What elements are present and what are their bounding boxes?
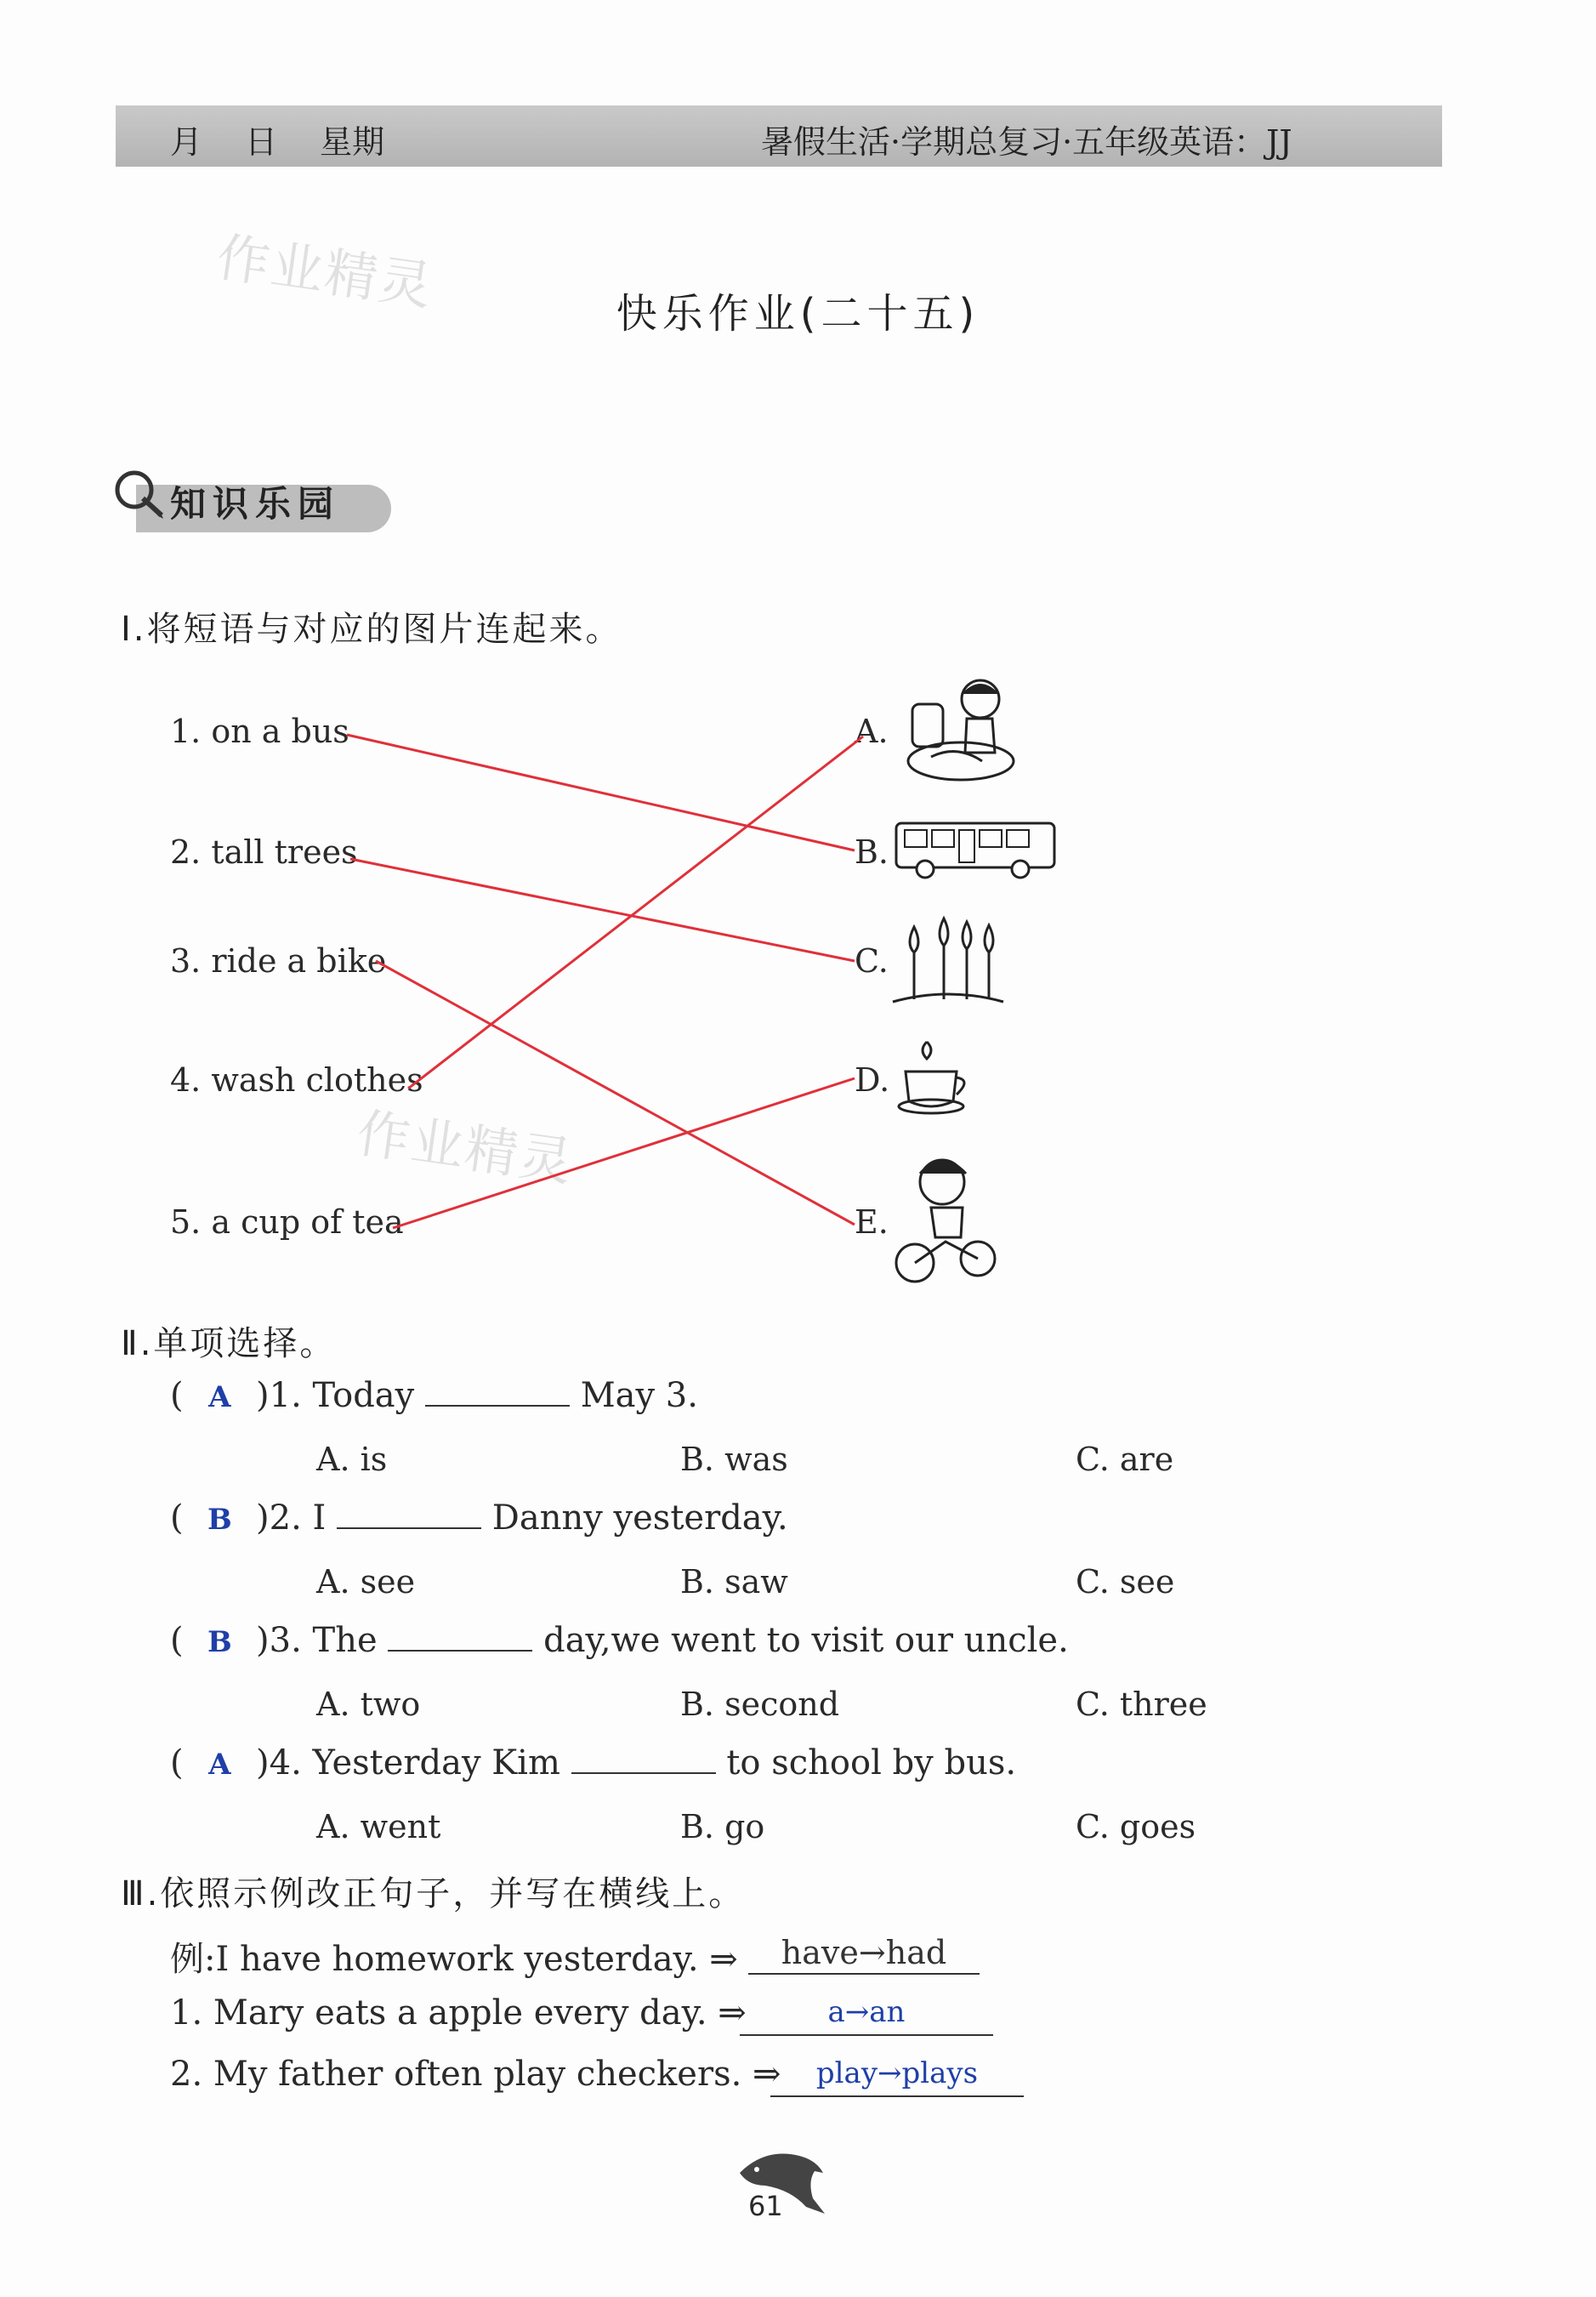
watermark-middle: 作业精灵 [353,1101,578,1194]
q2-option-a: A. see [316,1563,416,1601]
example-sentence: 例:I have homework yesterday. ⇒ [170,1940,738,1979]
question-1-text-after: May 3. [580,1376,698,1415]
correction-item-1: 1. Mary eats a apple every day. ⇒ [170,1993,747,2033]
teacup-icon [897,1033,982,1118]
question-4 [170,1743,1016,1782]
match-line-4-a [408,736,863,1089]
answer-1: A [208,1380,231,1414]
bike-rider-icon [893,1148,1003,1293]
paren-open: ( [170,1376,184,1415]
letter-b: B. [855,833,889,871]
paren-open: ( [170,1743,184,1782]
q4-option-a: A. went [316,1808,441,1845]
phrase-4: 4. wash clothes [170,1061,423,1099]
letter-d: D. [855,1061,890,1099]
question-2-text-before: )2. I [256,1498,327,1538]
question-1-blank [425,1379,570,1407]
phrase-5: 5. a cup of tea [170,1203,404,1241]
correction-answer-1: a→an [740,1995,993,2036]
part1-heading: Ⅰ.将短语与对应的图片连起来。 [121,610,622,649]
q1-option-b: B. was [680,1441,788,1478]
watermark-top: 作业精灵 [213,225,438,318]
question-2-blank [337,1502,481,1529]
question-1 [170,1376,698,1415]
section-badge-label: 知识乐园 [170,483,341,525]
match-line-5-d [393,1078,855,1228]
correction-item-2: 2. My father often play checkers. ⇒ [170,2055,781,2094]
header-date: 月 日 星期 [170,123,385,161]
q1-option-c: C. are [1076,1441,1174,1478]
question-3-blank [388,1624,532,1652]
paren-open: ( [170,1498,184,1538]
q3-option-a: A. two [316,1686,421,1723]
question-3-text-after: day,we went to visit our uncle. [543,1621,1069,1660]
letter-a: A. [855,713,889,750]
q2-option-c: C. see [1076,1563,1175,1601]
q1-option-a: A. is [316,1441,388,1478]
correction-answer-2: play→plays [770,2056,1024,2097]
question-1-text-before: )1. Today [256,1376,415,1415]
match-line-3-e [376,961,855,1225]
question-4-text-after: to school by bus. [726,1743,1017,1782]
question-4-blank [571,1747,716,1774]
phrase-3: 3. ride a bike [170,942,387,980]
q3-option-c: C. three [1076,1686,1207,1723]
question-2-text-after: Danny yesterday. [491,1498,788,1538]
bus-icon [893,818,1063,882]
page-number: 61 [748,2190,783,2222]
match-line-1-b [347,735,855,850]
header-book-title: 暑假生活·学期总复习·五年级英语：JJ [761,123,1292,161]
paren-open: ( [170,1621,184,1660]
letter-e: E. [855,1203,889,1241]
q4-option-c: C. goes [1076,1808,1196,1845]
question-3 [170,1621,1069,1660]
phrase-1: 1. on a bus [170,713,349,750]
q4-option-b: B. go [680,1808,765,1845]
part2-heading: Ⅱ.单项选择。 [121,1324,337,1363]
q3-option-b: B. second [680,1686,840,1723]
trees-icon [889,910,1008,1012]
page-title: 快乐作业(二十五) [616,290,980,338]
answer-3: B [207,1625,232,1659]
question-2 [170,1498,788,1538]
letter-c: C. [855,942,889,980]
question-4-text-before: )4. Yesterday Kim [256,1743,560,1782]
match-line-2-c [350,859,855,961]
answer-2: B [207,1503,232,1537]
example-answer: have→had [748,1934,980,1975]
phrase-2: 2. tall trees [170,833,358,871]
answer-4: A [208,1748,231,1782]
washing-clothes-icon [897,672,1025,791]
q2-option-b: B. saw [680,1563,788,1601]
part3-heading: Ⅲ.依照示例改正句子，并写在横线上。 [121,1874,746,1913]
question-3-text-before: )3. The [256,1621,378,1660]
